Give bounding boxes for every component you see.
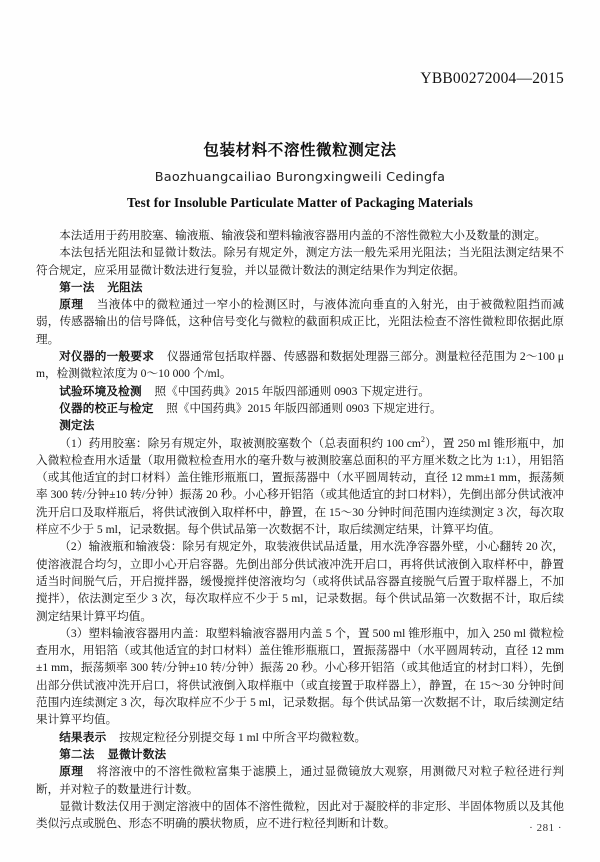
heading-procedure xyxy=(36,417,564,434)
procedure-item-1-text-a: （1）药用胶塞：除另有规定外，取被测胶塞数个（总表面积约 100 cm xyxy=(59,436,421,450)
principle-label: 原理 xyxy=(59,297,84,312)
paragraph-result-expression xyxy=(36,729,564,746)
page-title-pinyin: Baozhuangcailiao Burongxingweili Cedingfa xyxy=(154,169,446,185)
method-two-name: 显微计数法 xyxy=(107,746,167,761)
paragraph-principle-two xyxy=(36,763,564,798)
body-content xyxy=(36,227,564,832)
paragraph-principle-one xyxy=(36,296,564,348)
procedure-label: 测定法 xyxy=(59,418,95,433)
standard-number: YBB00272004—2015 xyxy=(420,70,564,87)
test-environment-label: 试验环境及检测 xyxy=(59,383,142,398)
procedure-item-1-text-b: ），置 250 ml 锥形瓶中，加入微粒检查用水适量（取用微粒检查用水的毫升数与被测胶塞总面积的平方厘米数之比为 1:1），用铝箔（或其他适宜的封口材料）盖住锥形瓶瓶口，置振荡器中（水平圆周转动，直径 12 mm±1 mm，振荡频率 300 转/分钟±10 转/分钟）振荡 20 秒。小心移开铝箔（或其他适宜的封口材料），先倒出部分供试液冲洗开启口及取样瓶后，将供试液倒入取样杯中，静置，在 15～30 分钟时间范围内连续测定 3 次，每次取样应不少于 5 ml，记录数据。每个供试品第一次数据不计，取后续测定结果，计算平均值。 xyxy=(36,436,564,537)
paragraph-final-note: 显微计数法仅用于测定溶液中的固体不溶性微粒，因此对于凝胶样的非定形、半固体物质以及其他类似污点或脱色、形态不明确的膜状物质，应不进行粒径判断和计数。 xyxy=(36,799,564,831)
paragraph-scope: 本法适用于药用胶塞、输液瓶、输液袋和塑料输液容器用内盖的不溶性微粒大小及数量的测定。 xyxy=(59,229,547,242)
instrument-requirements-text-a: 仪器通常包括取样器、传感器和数据处理器三部分。测量粒径范围为 2～100 μm， xyxy=(36,350,565,381)
principle-two-label: 原理 xyxy=(59,764,84,779)
instrument-requirements-label: 对仪器的一般要求 xyxy=(59,349,155,364)
superscript-square: 2 xyxy=(420,434,425,444)
result-expression-text: 按规定粒径分别提交每 1 ml 中所含平均微粒数。 xyxy=(119,730,367,744)
paragraph-calibration xyxy=(36,400,564,417)
test-environment-text: 照《中国药典》2015 年版四部通则 0903 下规定进行。 xyxy=(154,384,430,398)
principle-text: 当液体中的微粒通过一窄小的检测区时，与液体流向垂直的入射光，由于被微粒阻挡而减弱，传感器输出的信号降低，这种信号变化与微粒的截面积成正比，光阻法检查不溶性微粒即依据此原理。 xyxy=(36,298,564,346)
paragraph-methods-overview: 本法包括光阻法和显微计数法。除另有规定外，测定方法一般先采用光阻法；当光阻法测定结果不符合规定，应采用显微计数法进行复验，并以显微计数法的测定结果作为判定依据。 xyxy=(36,246,564,277)
result-expression-label: 结果表示 xyxy=(59,729,107,744)
method-two-label: 第二法 xyxy=(59,746,95,761)
method-one-name: 光阻法 xyxy=(107,279,143,294)
title-block xyxy=(0,140,600,212)
heading-method-one xyxy=(36,279,564,296)
paragraph-procedure-item-3: （3）塑料输液容器用内盖：取塑料输液容器用内盖 5 个，置 500 ml 锥形瓶中，加入 250 ml 微粒检查用水，用铝箔（或其他适宜的封口材料）盖住锥形瓶瓶口，置振荡器中（水平圆周转动，直径 12 mm±1 mm，振荡频率 300 转/分钟±10 转/分钟）振荡 20 秒。小心移开铝箔（或其他适宜的材封口料），先倒出部分供试液冲洗开启口，将供试液倒入取样瓶中（或直接置于取样器上），静置，在 15～30 分钟时间范围内连续测定 3 次，每次取样应不少于 5 ml，记录数据。每个供试品第一次数据不计，取后续测定结果计算平均值。 xyxy=(36,626,564,727)
method-one-label: 第一法 xyxy=(59,279,95,294)
page-title-english: Test for Insoluble Particulate Matter of Packaging Materials xyxy=(126,194,473,210)
paragraph-procedure-item-2: （2）输液瓶和输液袋：除另有规定外，取装液供试品适量，用水洗净容器外壁，小心翻转 20 次，使溶液混合均匀，立即小心开启容器。先倒出部分供试液冲洗开启口，再将供试液倒入取样杯中，静置适当时间脱气后，开启搅拌器，缓慢搅拌使溶液均匀（或将供试品容器直接脱气后置于取样器上，不加搅拌），依法测定至少 3 次，每次取样应不少于 5 ml，记录数据。每个供试品第一次数据不计，取后续测定结果计算平均值。 xyxy=(36,540,564,623)
heading-method-two xyxy=(36,746,564,763)
paragraph-procedure-item-1 xyxy=(36,435,564,539)
calibration-text: 照《中国药典》2015 年版四部通则 0903 下规定进行。 xyxy=(166,401,442,415)
principle-two-text: 将溶液中的不溶性微粒富集于滤膜上，通过显微镜放大观察，用测微尺对粒子粒径进行判断，并对粒子的数量进行计数。 xyxy=(36,765,564,796)
page-title-chinese: 包装材料不溶性微粒测定法 xyxy=(203,141,397,159)
paragraph-instrument-requirements xyxy=(36,348,564,383)
page-number: · 281 · xyxy=(529,822,562,834)
calibration-label: 仪器的校正与检定 xyxy=(59,400,154,415)
instrument-requirements-text-b: 检测微粒浓度为 0～10 000 个/ml。 xyxy=(56,367,232,381)
paragraph-test-environment xyxy=(36,383,564,400)
